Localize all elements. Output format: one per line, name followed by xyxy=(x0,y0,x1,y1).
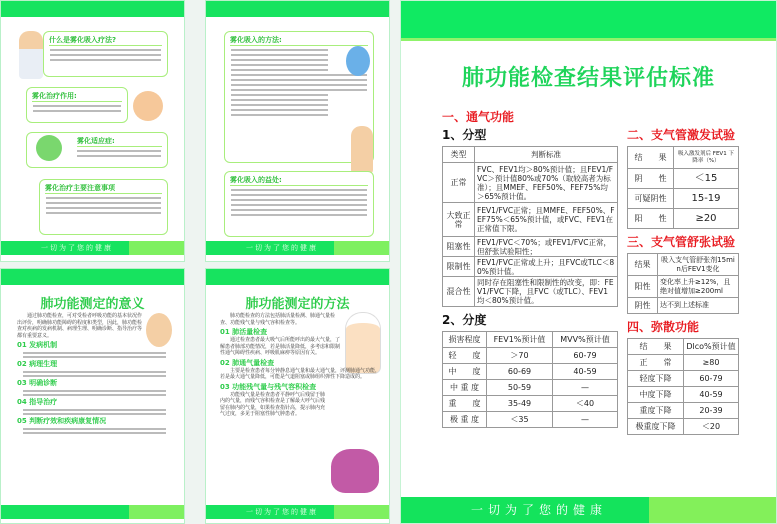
table-cell: FEV1%预计值 xyxy=(487,332,553,348)
top-band xyxy=(206,1,389,17)
table-row xyxy=(628,298,739,314)
table-cell: ＜40 xyxy=(553,396,618,412)
table-cell: 阻塞性 xyxy=(443,237,475,257)
table-cell: 重 度 xyxy=(443,396,487,412)
table-cell: 40-59 xyxy=(684,387,739,403)
table-cell: 吸入支气管舒张剂15min后FEV1变化 xyxy=(658,254,739,276)
poster-methods xyxy=(205,268,390,524)
table-cell: 结果 xyxy=(628,254,658,276)
table-row xyxy=(443,380,618,396)
section-text: 主要是检查患者每分钟静息通气量和最大通气量，评测肺通气功能，若是最大通气量降低，可能是气道阻塞或肺组织弹性下降造成的。 xyxy=(220,367,381,380)
table-provocation xyxy=(627,146,739,229)
poster-nebulization-intro xyxy=(0,0,185,262)
table-dilation xyxy=(627,253,739,314)
section-heading: 03 明确诊断 xyxy=(17,379,58,387)
table-cell: 阴 性 xyxy=(628,169,674,189)
table-row xyxy=(628,387,739,403)
table-cell: 60-69 xyxy=(487,364,553,380)
card-title: 雾化适应症: xyxy=(77,136,162,147)
table-cell: 40-59 xyxy=(553,364,618,380)
table-cell: 60-79 xyxy=(684,371,739,387)
section-dilation: 三、支气管舒张试验 xyxy=(627,235,736,249)
table-cell: 大致正常 xyxy=(443,203,475,237)
top-band xyxy=(401,1,776,41)
table-row xyxy=(628,209,739,229)
card-title: 雾化治疗主要注意事项 xyxy=(45,183,162,194)
section-text: 功能残气量是检查患者平静呼气后残留于肺内的气量，而残气容积检查是了解最大呼气后残留在肺内的气量，如果检查指针高，提示肺内充气过度，多见于阻塞性肺气肿患者。 xyxy=(220,391,326,417)
card-effects xyxy=(26,87,128,123)
table-row xyxy=(443,163,618,203)
table-cell: FEV1/FVC＜70%；或FEV1/FVC正常，但舒张试验阳性； xyxy=(475,237,618,257)
table-cell: ＞70 xyxy=(487,348,553,364)
table-cell: 中度下降 xyxy=(628,387,684,403)
poster-title: 肺功能检查结果评估标准 xyxy=(461,66,715,91)
table-cell: ≥80 xyxy=(684,355,739,371)
footer-slogan: 一切为了您的健康 xyxy=(401,497,776,523)
left-column xyxy=(442,109,618,428)
table-header-row xyxy=(443,147,618,163)
section-heading: 03 功能残气量与残气容积检查 xyxy=(220,382,317,391)
table-ventilation-grade xyxy=(442,331,618,428)
table-cell: 限制性 xyxy=(443,257,475,277)
section-heading: 05 判断疗效和疾病康复情况 xyxy=(17,417,107,425)
table-cell: 损害程度 xyxy=(443,332,487,348)
table-row xyxy=(443,348,618,364)
table-cell: 阴性 xyxy=(628,298,658,314)
table-cell: 极重度下降 xyxy=(628,419,684,435)
footer-slogan: 一切为了您的健康 xyxy=(206,505,389,519)
table-cell: 阳性 xyxy=(628,276,658,298)
table-cell: 20-39 xyxy=(684,403,739,419)
family-illustration xyxy=(133,91,163,121)
card-title: 雾化吸入的方法: xyxy=(230,35,368,46)
table-cell: 35-49 xyxy=(487,396,553,412)
table-cell: 15-19 xyxy=(674,189,739,209)
table-cell: 可疑阴性 xyxy=(628,189,674,209)
table-row xyxy=(628,403,739,419)
table-cell: 50-59 xyxy=(487,380,553,396)
table-cell: 正常 xyxy=(443,163,475,203)
card-precautions xyxy=(39,179,168,235)
doctor-illustration xyxy=(19,31,43,79)
table-row xyxy=(628,276,739,298)
table-header-row xyxy=(443,332,618,348)
table-cell: 重度下降 xyxy=(628,403,684,419)
card-title: 雾化治疗作用: xyxy=(32,91,122,102)
section-heading: 01 肺活量检查 xyxy=(220,328,268,336)
table-cell: 轻度下降 xyxy=(628,371,684,387)
section-heading: 02 病理生理 xyxy=(17,360,58,368)
poster-nebulization-method xyxy=(205,0,390,262)
card-title: 雾化吸入的益处: xyxy=(230,175,368,186)
table-row xyxy=(443,364,618,380)
table-cell: 结 果 xyxy=(628,147,674,169)
table-ventilation-type xyxy=(442,146,618,307)
table-header-row xyxy=(628,147,739,169)
table-row xyxy=(443,237,618,257)
footer-strip xyxy=(1,505,184,519)
table-cell: ＜20 xyxy=(684,419,739,435)
card-title: 什么是雾化吸入疗法? xyxy=(49,35,162,46)
child-mask-illustration xyxy=(36,135,62,161)
table-cell: 结 果 xyxy=(628,339,684,355)
table-cell: — xyxy=(553,412,618,428)
table-cell: 同时存在阻塞性和限制性的改变，即：FEV1/FVC下降，且FVC（或TLC）、FEV1均＜80%预计值。 xyxy=(475,277,618,307)
footer-slogan: 一切为了您的健康 xyxy=(206,241,389,255)
table-row xyxy=(628,169,739,189)
table-cell: 中 重 度 xyxy=(443,380,487,396)
section-heading: 02 肺通气量检查 xyxy=(220,358,275,367)
lungs-illustration xyxy=(331,449,379,493)
table-row xyxy=(443,412,618,428)
table-cell: 判断标准 xyxy=(475,147,618,163)
table-row xyxy=(628,419,739,435)
section-text: 通过检查患者最大吸气后所能呼出的最大气量，了解患者肺部功能情况，若是肺活量降低，多考虑和限制性通气障碍性疾病、呼吸肌麻痹等原因有关。 xyxy=(220,337,341,356)
section-diffusion: 四、弥散功能 xyxy=(627,320,700,334)
poster-significance xyxy=(0,268,185,524)
table-cell: FEV1/FVC正常或上升；且FVC或TLC＜80%预计值。 xyxy=(475,257,618,277)
subsection-grade: 2、分度 xyxy=(442,313,487,327)
table-cell: FVC、FEV1均＞80%预计值；且FEV1/FVC＞预计值80%或70%（取较高者为标准）；且MMEF、FEF50%、FEF75%均＞65%预计值。 xyxy=(475,163,618,203)
panel-intro: 通过肺功能检查，可对受检者呼吸功能的基本状况作出评价，明确肺功能障碍的程度和类型，因此，肺功能检查对疾病的发病机制、病理生理、明确诊断、指导治疗等都有重要意义。 xyxy=(17,313,143,339)
table-cell: 60-79 xyxy=(553,348,618,364)
table-cell: 类型 xyxy=(443,147,475,163)
table-cell: 中 度 xyxy=(443,364,487,380)
section-provocation: 二、支气管激发试验 xyxy=(627,128,736,142)
table-row xyxy=(628,189,739,209)
table-cell: Dlco%预计值 xyxy=(684,339,739,355)
table-row xyxy=(443,203,618,237)
table-cell: FEV1/FVC正常；且MMFE、FEF50%、FEF75%＜65%预计值，或FVC、FEV1在正常值下限。 xyxy=(475,203,618,237)
table-cell: 变化率上升≥12%，且绝对值增加≥200ml xyxy=(658,276,739,298)
doctor-illustration xyxy=(351,126,373,174)
table-cell: 达不到上述标准 xyxy=(658,298,739,314)
poster-evaluation-standards xyxy=(400,0,777,524)
panel-body xyxy=(220,313,380,418)
table-row xyxy=(628,371,739,387)
card-what-is xyxy=(43,31,168,77)
top-band xyxy=(206,269,389,285)
top-band xyxy=(1,1,184,17)
table-cell: ≥20 xyxy=(674,209,739,229)
table-row xyxy=(443,396,618,412)
table-row xyxy=(628,355,739,371)
table-cell: 轻 度 xyxy=(443,348,487,364)
table-cell: MVV%预计值 xyxy=(553,332,618,348)
section-heading: 04 指导治疗 xyxy=(17,398,58,406)
table-header-row xyxy=(628,339,739,355)
table-header-row xyxy=(628,254,739,276)
table-cell: 正 常 xyxy=(628,355,684,371)
nebulizer-illustration xyxy=(346,46,370,76)
table-diffusion xyxy=(627,338,739,435)
panel-body xyxy=(17,313,172,436)
panel-intro: 肺功能检查的方法包括肺活量检测、肺通气量检查、功能残气量与残气容积检查等。 xyxy=(220,313,336,326)
section-ventilation: 一、通气功能 xyxy=(442,110,515,124)
panel-title: 肺功能测定的意义 xyxy=(40,297,145,312)
table-cell: 阳 性 xyxy=(628,209,674,229)
table-cell: 混合性 xyxy=(443,277,475,307)
table-row xyxy=(443,257,618,277)
table-cell: — xyxy=(553,380,618,396)
panel-title: 肺功能测定的方法 xyxy=(245,297,350,312)
subsection-type: 1、分型 xyxy=(442,128,487,142)
table-row xyxy=(443,277,618,307)
table-cell: 极 重 度 xyxy=(443,412,487,428)
table-cell: ＜15 xyxy=(674,169,739,189)
footer-slogan: 一切为了您的健康 xyxy=(1,241,184,255)
right-column xyxy=(627,127,739,435)
top-band xyxy=(1,269,184,285)
table-cell: 吸入激发剂后 FEV1 下降率（%） xyxy=(674,147,739,169)
card-benefits xyxy=(224,171,374,237)
table-cell: ＜35 xyxy=(487,412,553,428)
section-heading: 01 发病机制 xyxy=(17,341,58,349)
